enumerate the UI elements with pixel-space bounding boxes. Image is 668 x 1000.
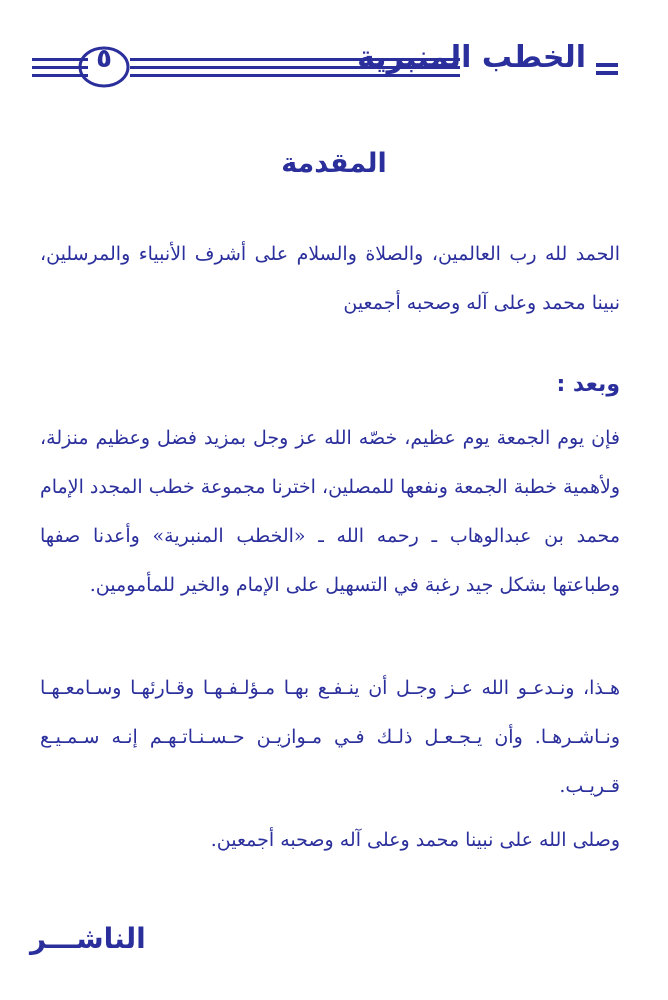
- page-header: [0, 30, 668, 100]
- publisher-signature: الناشـــر: [30, 922, 146, 955]
- intro-paragraph: الحمد لله رب العالمين، والصلاة والسلام على أشرف الأنبياء والمرسلين، نبينا محمد وعلى آله وصحبه أجمعين: [40, 243, 620, 314]
- closing-line: وصلى الله على نبينا محمد وعلى آله وصحبه أجمعين.: [210, 829, 620, 851]
- body-paragraph: فإن يوم الجمعة يوم عظيم، خصّه الله عز وجل بمزيد فضل وعظيم منزلة، ولأهمية خطبة الجمعة ونفعها للمصلين، اخترنا مجموعة خطب المجدد الإمام محمد بن عبدالوهاب ـ رحمه الله ـ «الخطب المنبرية» وأعدنا صفها وطباعتها بشكل جيد رغبة في التسهيل على الإمام والخير للمأمومين.: [40, 427, 620, 596]
- running-title: الخطب المنبرية: [357, 40, 586, 75]
- page-number: ٥: [96, 44, 112, 74]
- body-paragraph-2: هـذا، ونـدعـو الله عـز وجـل أن ينـفـع بهـا مـؤلـفـهـا وقـارئهـا وسـامعـهـا ونـاشـرهـا. وأن يـجـعـل ذلـك فـي مـوازيـن حـسـنـاتـهـم إنـه سـمـيـع قـريـب.: [40, 677, 620, 797]
- subheading: وبعد :: [556, 372, 620, 397]
- section-title: المقدمة: [281, 148, 387, 179]
